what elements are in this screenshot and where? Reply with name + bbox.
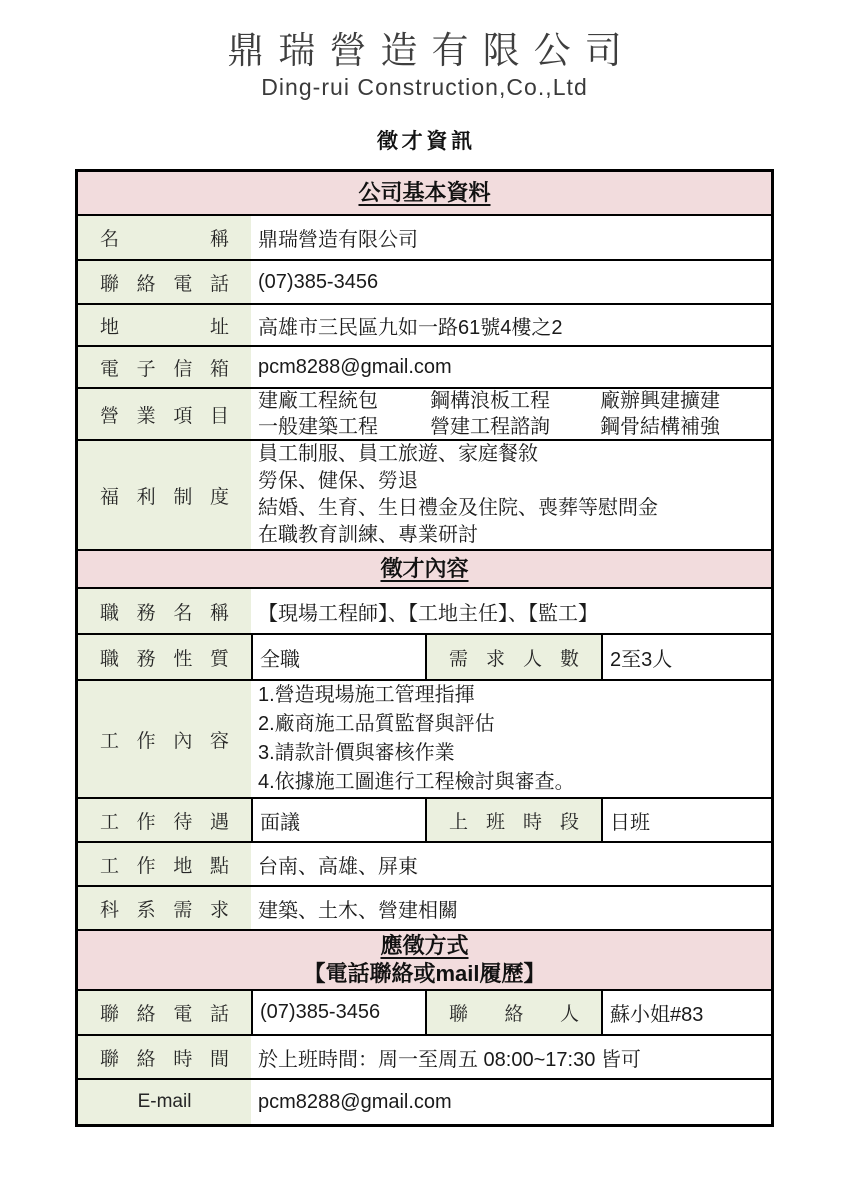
- welfare-line: 員工制服、員工旅遊、家庭餐敘: [258, 443, 538, 466]
- welfare-line: 結婚、生育、生日禮金及住院、喪葬等慰問金: [258, 497, 658, 520]
- letterhead: [0, 0, 849, 155]
- row-label: 名稱: [78, 216, 251, 259]
- row-label-2: 需求人數: [425, 635, 601, 679]
- welfare-line: 在職教育訓練、專業研討: [258, 524, 478, 547]
- row-label: 地址: [78, 305, 251, 345]
- row-value: 【現場工程師】、【工地主任】、【監工】: [251, 589, 771, 633]
- duty-line: 3.請款計價與審核作業: [258, 742, 455, 765]
- row-label-2: 上班時段: [425, 799, 601, 841]
- row-major-requirement: [78, 885, 771, 929]
- row-value: 鼎瑞營造有限公司: [251, 216, 771, 259]
- business-item: 鋼構浪板工程: [430, 390, 550, 413]
- section-title: 公司基本資料: [358, 179, 491, 205]
- row-value: 建築、土木、營建相關: [251, 887, 771, 929]
- section-header-recruitment: [78, 549, 771, 587]
- row-label: 聯絡電話: [78, 261, 251, 303]
- welfare-line: 勞保、健保、勞退: [258, 470, 418, 493]
- section-header-company-info: [78, 172, 771, 214]
- row-value: 全職: [251, 635, 425, 679]
- row-welfare: [78, 439, 771, 549]
- business-items-grid: [258, 389, 771, 439]
- row-duties: [78, 679, 771, 797]
- duty-line: 2.廠商施工品質監督與評估: [258, 713, 495, 736]
- row-value: (07)385-3456: [251, 261, 771, 303]
- business-item: 廠辦興建擴建: [600, 390, 720, 413]
- row-value: (07)385-3456: [251, 991, 425, 1034]
- row-label: 職務名稱: [78, 589, 251, 633]
- row-company-name: [78, 214, 771, 259]
- company-name-en: Ding-rui Construction,Co.,Ltd: [261, 73, 588, 100]
- doc-title: 徵才資訊: [376, 130, 476, 154]
- row-business-items: [78, 387, 771, 439]
- row-value: [251, 681, 771, 797]
- row-label: E-mail: [78, 1080, 251, 1124]
- row-value-2: 2至3人: [601, 635, 771, 679]
- row-label: 福利制度: [78, 441, 251, 549]
- row-contact-time: [78, 1034, 771, 1078]
- row-value: [251, 441, 771, 549]
- row-value-2: 日班: [601, 799, 771, 841]
- recruitment-table: [75, 169, 774, 1127]
- row-value: 台南、高雄、屏東: [251, 843, 771, 885]
- row-value: [251, 389, 771, 439]
- row-label: 工作待遇: [78, 799, 251, 841]
- row-apply-email: [78, 1078, 771, 1124]
- row-value: pcm8288@gmail.com: [251, 347, 771, 387]
- row-job-title: [78, 587, 771, 633]
- row-email: [78, 345, 771, 387]
- row-salary: [78, 797, 771, 841]
- row-label: 職務性質: [78, 635, 251, 679]
- row-label: 聯絡時間: [78, 1036, 251, 1078]
- row-contact-phone: [78, 259, 771, 303]
- row-value: 面議: [251, 799, 425, 841]
- row-label: 營業項目: [78, 389, 251, 439]
- row-label: 聯絡電話: [78, 991, 251, 1034]
- business-item: 一般建築工程: [258, 416, 378, 439]
- section-subtitle: 【電話聯絡或mail履歷】: [303, 961, 546, 987]
- duty-line: 1.營造現場施工管理指揮: [258, 684, 475, 707]
- section-title: 徵才內容: [380, 555, 469, 581]
- row-apply-phone: [78, 989, 771, 1034]
- row-value-2: 蘇小姐#83: [601, 991, 771, 1034]
- row-job-type: [78, 633, 771, 679]
- business-item: 鋼骨結構補強: [600, 416, 720, 439]
- row-label-2: 聯絡人: [425, 991, 601, 1034]
- row-value: 於上班時間：周一至周五 08:00~17:30 皆可: [251, 1036, 771, 1078]
- row-label: 工作內容: [78, 681, 251, 797]
- business-item: 建廠工程統包: [258, 390, 378, 413]
- row-label: 電子信箱: [78, 347, 251, 387]
- company-name-zh: 鼎瑞營造有限公司: [227, 30, 636, 71]
- row-label: 科系需求: [78, 887, 251, 929]
- duty-line: 4.依據施工圖進行工程檢討與審查。: [258, 771, 575, 794]
- row-address: [78, 303, 771, 345]
- row-work-location: [78, 841, 771, 885]
- business-item: 營建工程諮詢: [430, 416, 550, 439]
- row-label: 工作地點: [78, 843, 251, 885]
- row-value: pcm8288@gmail.com: [251, 1080, 771, 1124]
- row-value: 高雄市三民區九如一路61號4樓之2: [251, 305, 771, 345]
- section-header-apply-method: [78, 929, 771, 989]
- section-title: 應徵方式: [380, 932, 469, 958]
